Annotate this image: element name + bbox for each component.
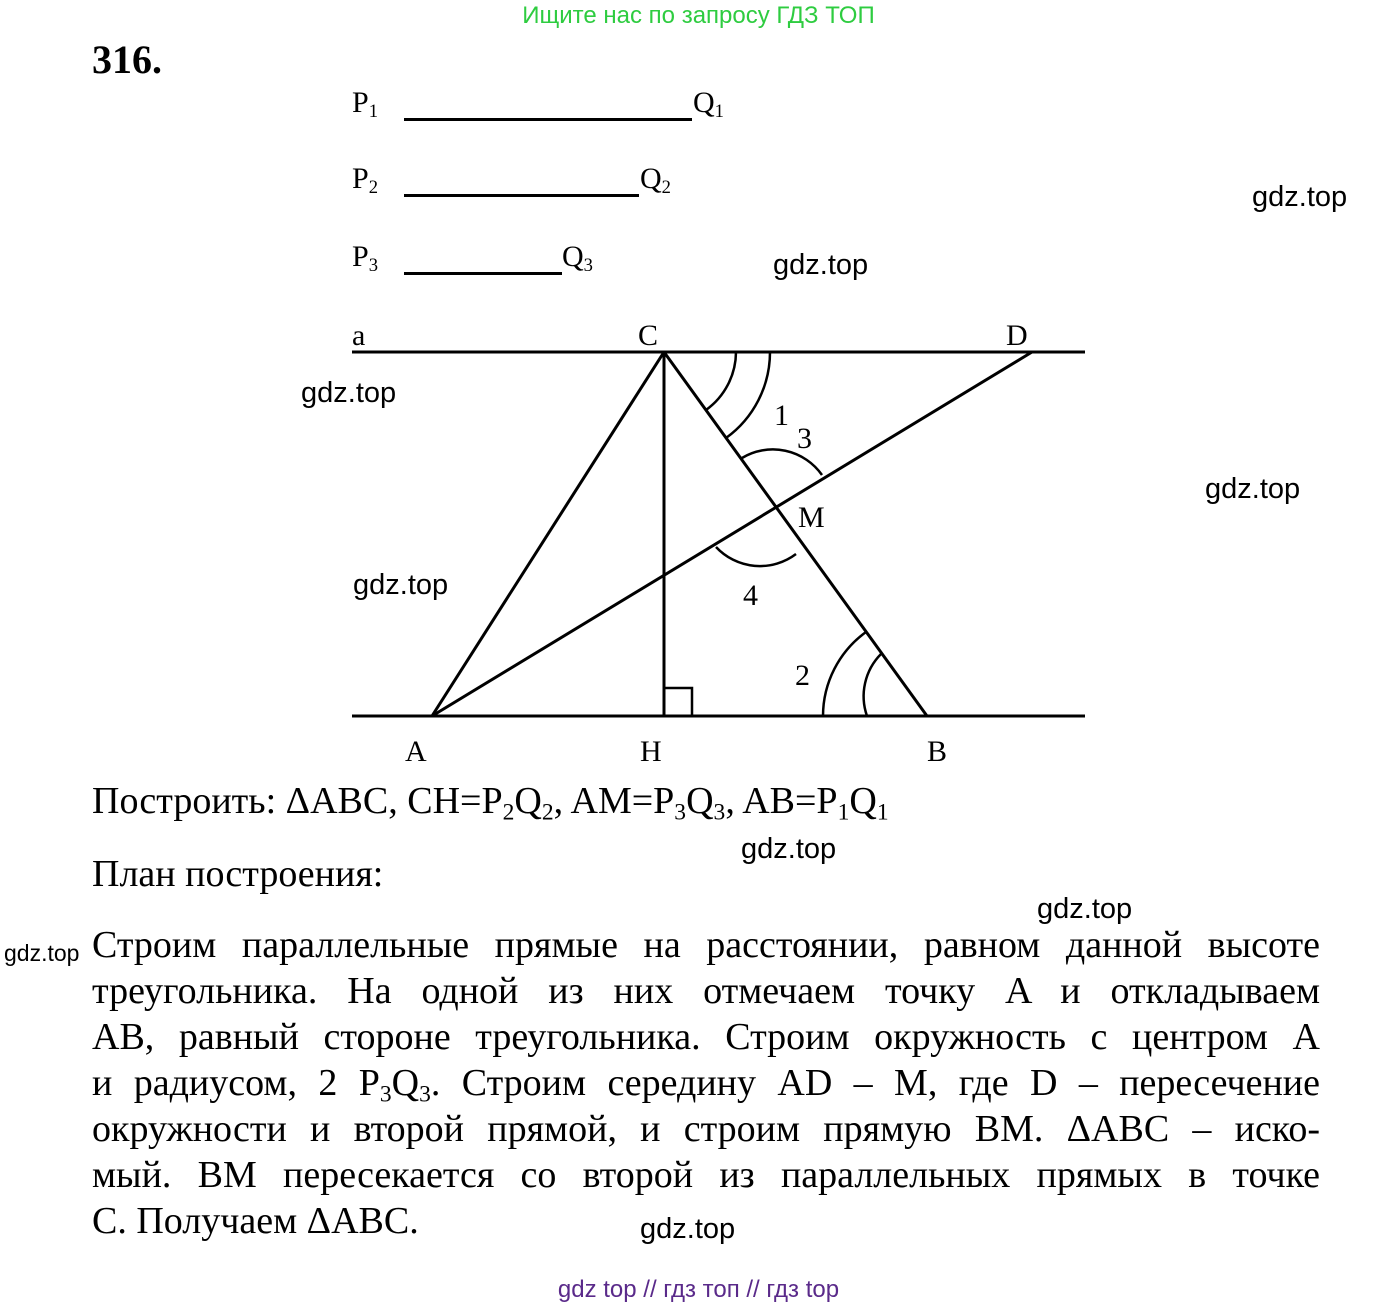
label-point-d: D: [1006, 319, 1028, 352]
footer-text: gdz top // гдз топ // гдз top: [557, 1276, 840, 1303]
segment-1-end-label: $Q_1$: [693, 86, 724, 123]
label-angle-2: 2: [795, 659, 810, 692]
plan-line: и радиусом, 2 $P_3Q_3$. Строим середину AD – M, где D – пересечение: [92, 1062, 1320, 1108]
task-statement: Построить: ΔABC, $CH=P_2Q_2$, $AM=P_3Q_3$, $AB=P_1Q_1$: [92, 780, 889, 826]
watermark: gdz.top: [1205, 473, 1301, 505]
watermark: gdz.top: [640, 1213, 736, 1245]
angle-4-arc: [716, 547, 796, 566]
watermark: gdz.top: [301, 377, 397, 409]
segment-1-start-label: $P_1$: [352, 86, 378, 123]
angle-2-arc: [864, 654, 881, 716]
angle-1-arc-outer: [726, 352, 770, 438]
plan-line: окружности и второй прямой, и строим прямую BM. ΔABC – иско-: [92, 1108, 1320, 1150]
problem-number: 316.: [92, 37, 162, 82]
side-ac: [432, 352, 664, 716]
angle-2-arc-outer: [823, 632, 866, 716]
segment-3-start-label: $P_3$: [352, 240, 378, 277]
segment-2-end-label: $Q_2$: [640, 162, 671, 199]
label-point-c: C: [638, 319, 659, 352]
label-line-a: a: [352, 319, 366, 352]
plan-heading: План построения:: [92, 853, 384, 895]
watermark: gdz.top: [741, 833, 837, 865]
right-angle-mark: [664, 688, 692, 716]
label-point-a: A: [405, 735, 427, 768]
label-point-b: B: [927, 735, 948, 768]
plan-line: C. Получаем ΔABC.: [92, 1200, 419, 1242]
segment-ad: [432, 352, 1032, 716]
top-banner: Ищите нас по запросу ГДЗ ТОП: [522, 2, 875, 29]
watermark: gdz.top: [1037, 893, 1133, 925]
label-angle-1: 1: [774, 399, 789, 432]
segment-3-end-label: $Q_3$: [562, 240, 593, 277]
segment-2-start-label: $P_2$: [352, 162, 378, 199]
plan-line: треугольника. На одной из них отмечаем точку A и откладываем: [92, 970, 1320, 1012]
watermark: gdz.top: [1252, 181, 1348, 213]
watermark: gdz.top: [353, 569, 449, 601]
label-point-m: M: [798, 501, 825, 534]
plan-line: Строим параллельные прямые на расстоянии, равном данной высоте: [92, 924, 1320, 966]
label-angle-4: 4: [743, 579, 758, 612]
plan-line: мый. BM пересекается со второй из параллельных прямых в точке: [92, 1154, 1320, 1196]
watermark: gdz.top: [773, 249, 869, 281]
watermark: gdz.top: [4, 940, 80, 966]
label-angle-3: 3: [797, 422, 812, 455]
label-point-h: H: [640, 735, 662, 768]
angle-1-arc: [706, 352, 736, 410]
plan-line: AB, равный стороне треугольника. Строим окружность с центром A: [92, 1016, 1320, 1058]
plan-body: [92, 922, 1320, 1244]
